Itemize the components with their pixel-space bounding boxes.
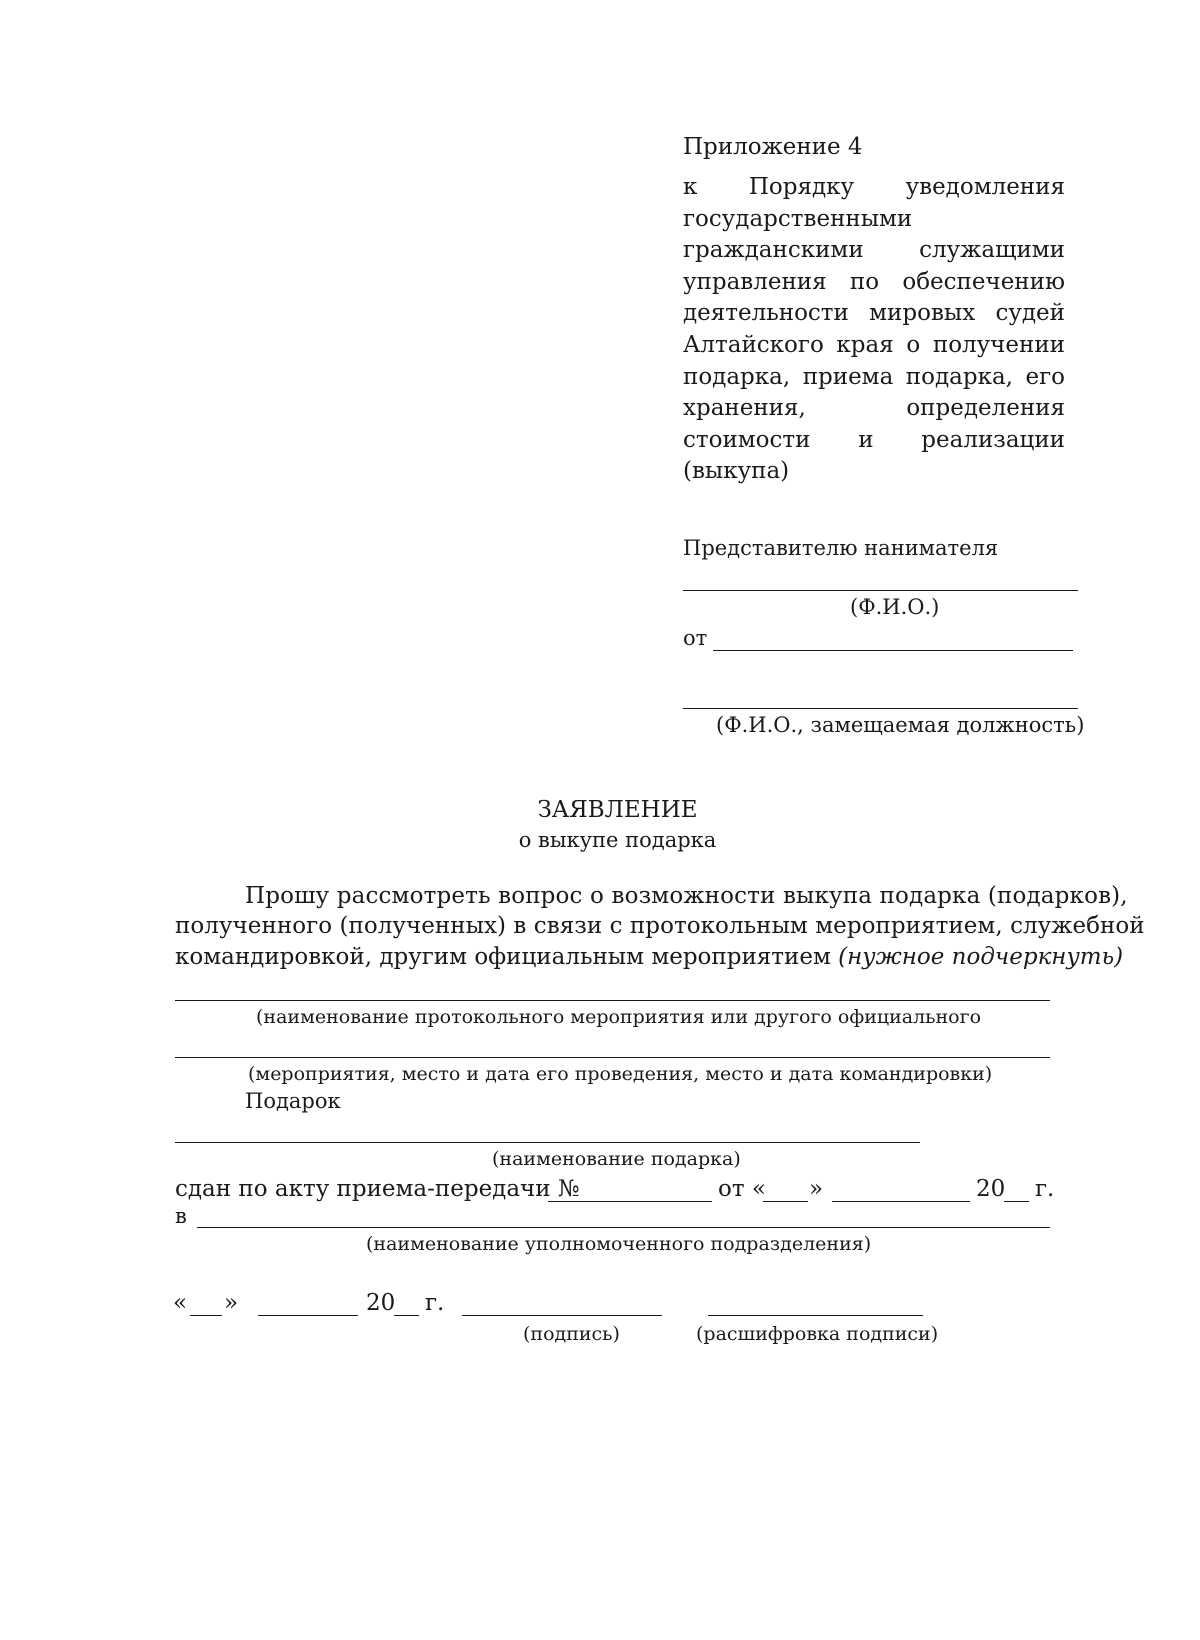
signature-caption: (подпись) [523, 1323, 620, 1345]
appendix-word: Порядку [748, 174, 855, 200]
appendix-line [683, 174, 1065, 200]
appendix-line [683, 395, 1065, 421]
sign-year-suffix: г. [425, 1290, 445, 1316]
addressee-fio-caption: (Ф.И.О.) [850, 595, 940, 619]
body-line-2: полученного (полученных) в связи с протокольным мероприятием, служебной [175, 913, 1145, 939]
unit-caption: (наименование уполномоченного подразделения) [366, 1233, 872, 1255]
body-line-3-text: командировкой, другим официальным мероприятием [175, 944, 831, 970]
body-line-1-text: Прошу рассмотреть вопрос о возможности выкупа подарка (подарков), [245, 883, 1128, 909]
unit-label: в [175, 1204, 187, 1228]
event-name-line-1[interactable] [175, 1000, 1050, 1001]
appendix-line [683, 237, 1065, 263]
sign-month-line[interactable] [258, 1315, 358, 1316]
act-year-line[interactable] [1004, 1201, 1029, 1202]
from-label: от [683, 626, 708, 650]
appendix-line [683, 206, 912, 232]
event-caption-2: (мероприятия, место и дата его проведения, место и дата командировки) [248, 1063, 993, 1085]
gift-name-line[interactable] [175, 1142, 920, 1143]
appendix-word: государственными [683, 206, 913, 232]
document-title: ЗАЯВЛЕНИЕ [537, 797, 698, 823]
appendix-word: о [906, 332, 921, 358]
act-month-line[interactable] [832, 1201, 970, 1202]
appendix-word: обеспечению [902, 269, 1065, 295]
act-year-suffix: г. [1035, 1176, 1055, 1202]
act-from-label: от « [718, 1176, 766, 1202]
addressee-fio-line[interactable] [683, 590, 1078, 591]
appendix-line [683, 458, 789, 484]
gift-label: Подарок [245, 1089, 341, 1113]
appendix-word: Алтайского [683, 332, 824, 358]
appendix-line [683, 332, 1065, 358]
signature-decode-line[interactable] [708, 1315, 923, 1316]
appendix-word: определения [906, 395, 1065, 421]
appendix-word: к [683, 174, 698, 200]
appendix-word: получении [932, 332, 1065, 358]
appendix-word: управления [683, 269, 827, 295]
body-line-3 [175, 944, 1123, 970]
appendix-word: и [858, 427, 874, 453]
appendix-word: служащими [919, 237, 1065, 263]
appendix-word: подарка, [905, 364, 1013, 390]
appendix-word: по [849, 269, 880, 295]
from-caption: (Ф.И.О., замещаемая должность) [716, 713, 1085, 737]
appendix-word: приема [802, 364, 894, 390]
appendix-word: судей [995, 300, 1065, 326]
document-subtitle: о выкупе подарка [518, 828, 717, 852]
appendix-line [683, 269, 1065, 295]
appendix-word: реализации [921, 427, 1065, 453]
act-day-line[interactable] [763, 1201, 808, 1202]
sign-day-line[interactable] [190, 1315, 222, 1316]
from-fio-line[interactable] [713, 650, 1073, 651]
gift-caption: (наименование подарка) [492, 1148, 741, 1170]
unit-name-line[interactable] [197, 1227, 1050, 1228]
addressee-label: Представителю нанимателя [683, 536, 999, 560]
appendix-word: края [836, 332, 894, 358]
appendix-word: уведомления [905, 174, 1065, 200]
sign-year-label: 20 [366, 1290, 396, 1316]
sign-year-line[interactable] [394, 1315, 419, 1316]
act-number-line[interactable] [548, 1201, 712, 1202]
act-year-label: 20 [976, 1176, 1006, 1202]
event-name-line-2[interactable] [175, 1057, 1050, 1058]
appendix-word: мировых [869, 300, 976, 326]
appendix-word: гражданскими [683, 237, 864, 263]
act-label: сдан по акту приема-передачи № [175, 1176, 580, 1202]
appendix-word: деятельности [683, 300, 849, 326]
appendix-line [683, 364, 1065, 390]
appendix-line [683, 427, 1065, 453]
sign-quote-open: « [173, 1290, 188, 1316]
appendix-line [683, 300, 1065, 326]
appendix-word: подарка, [683, 364, 791, 390]
appendix-word: стоимости [683, 427, 811, 453]
body-line-3-note: (нужное подчеркнуть) [838, 944, 1124, 970]
from-position-line[interactable] [683, 708, 1078, 709]
appendix-word: хранения, [683, 395, 806, 421]
appendix-title: Приложение 4 [683, 134, 863, 160]
signature-decode-caption: (расшифровка подписи) [696, 1323, 939, 1345]
sign-quote-close: » [224, 1290, 239, 1316]
appendix-word: его [1025, 364, 1065, 390]
body-line-1 [245, 883, 1128, 909]
signature-line[interactable] [462, 1315, 662, 1316]
event-caption-1: (наименование протокольного мероприятия или другого официального [256, 1006, 982, 1028]
act-quote-close: » [809, 1176, 824, 1202]
appendix-word: (выкупа) [683, 458, 790, 484]
